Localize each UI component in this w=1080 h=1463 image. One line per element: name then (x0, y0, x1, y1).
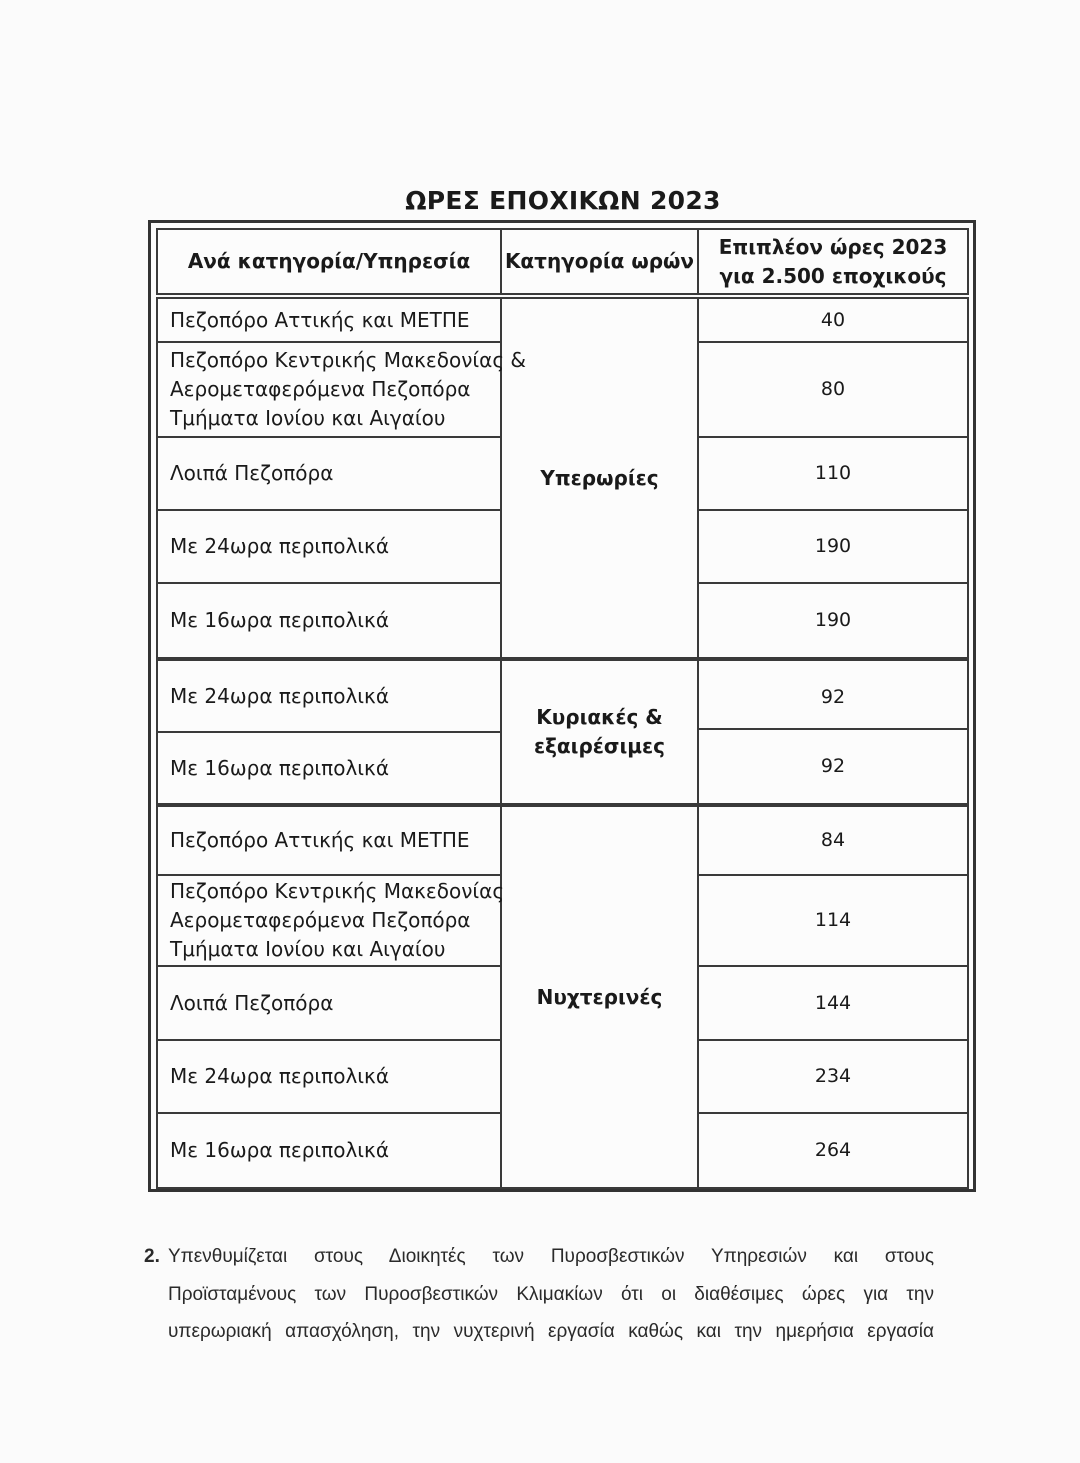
table-row-label (156, 874, 505, 967)
table-row-label (156, 965, 502, 1041)
paragraph-line: Προϊσταμένους των Πυροσβεστικών Κλιμακίων ότι οι διαθέσιμες ώρες για την (168, 1284, 934, 1305)
row-label-text: Με 16ωρα περιπολικά (170, 1138, 390, 1162)
table-row-label (156, 509, 502, 584)
header-category-service: Ανά κατηγορία/Υπηρεσία (156, 228, 502, 295)
header-hours-category: Κατηγορία ωρών (500, 228, 699, 295)
table-row-label (156, 436, 502, 511)
row-label-text: Αερομεταφερόμενα Πεζοπόρα (170, 908, 471, 932)
category-overtime: Υπερωρίες (500, 297, 699, 659)
row-label-text: Τμήματα Ιονίου και Αιγαίου (170, 937, 446, 961)
hours-table (148, 220, 976, 1192)
table-row-label (156, 297, 502, 343)
row-label-text: Πεζοπόρο Κεντρικής Μακεδονίας & (170, 348, 527, 372)
row-label-text: Με 24ωρα περιπολικά (170, 1064, 390, 1088)
row-label-text: Πεζοπόρο Αττικής και ΜΕΤΠΕ (170, 307, 470, 332)
table-row-value: 110 (697, 436, 969, 511)
page-title: ΩΡΕΣ ΕΠΟΧΙΚΩΝ 2023 (405, 186, 721, 215)
table-row-value: 92 (697, 728, 969, 805)
header-extra-hours (697, 228, 969, 295)
table-row-label (156, 731, 502, 805)
table-row-label (156, 1112, 502, 1189)
category-sundays-line1: Κυριακές & (536, 705, 663, 729)
table-row-label (156, 582, 502, 659)
paragraph-number: 2. (144, 1246, 160, 1267)
category-sundays-holidays (500, 659, 699, 805)
table-row-label (156, 341, 527, 438)
header-extra-hours-line1: Επιπλέον ώρες 2023 (718, 234, 948, 259)
table-row-value: 40 (697, 297, 969, 343)
table-row-label (156, 805, 502, 876)
paragraph-line: Υπενθυμίζεται στους Διοικητές των Πυροσβεστικών Υπηρεσιών και στους (168, 1246, 934, 1267)
table-row-value: 190 (697, 509, 969, 584)
category-night: Νυχτερινές (500, 805, 699, 1189)
row-label-text: Με 24ωρα περιπολικά (170, 534, 390, 558)
table-row-value: 144 (697, 965, 969, 1041)
category-sundays-line2: εξαιρέσιμες (533, 734, 665, 758)
row-label-text: Με 24ωρα περιπολικά (170, 683, 390, 708)
row-label-text: Με 16ωρα περιπολικά (170, 608, 390, 632)
row-label-text: Αερομεταφερόμενα Πεζοπόρα (170, 377, 471, 401)
table-row-value: 84 (697, 805, 969, 876)
table-row-value: 80 (697, 341, 969, 438)
header-extra-hours-line2: για 2.500 εποχικούς (719, 263, 947, 288)
row-label-text: Τμήματα Ιονίου και Αιγαίου (170, 406, 446, 430)
table-row-value: 264 (697, 1112, 969, 1189)
table-row-value: 234 (697, 1039, 969, 1114)
table-row-value: 114 (697, 874, 969, 967)
table-row-label (156, 659, 502, 733)
table-row-value: 92 (697, 659, 969, 730)
table-row-label (156, 1039, 502, 1114)
row-label-text: Λοιπά Πεζοπόρα (170, 990, 334, 1015)
row-label-text: Πεζοπόρο Κεντρικής Μακεδονίας (170, 879, 505, 903)
row-label-text: Με 16ωρα περιπολικά (170, 755, 390, 780)
row-label-text: Πεζοπόρο Αττικής και ΜΕΤΠΕ (170, 828, 470, 852)
table-row-value: 190 (697, 582, 969, 659)
row-label-text: Λοιπά Πεζοπόρα (170, 461, 334, 485)
paragraph-line: υπερωριακή απασχόληση, την νυχτερινή εργασία καθώς και την ημερήσια εργασία (168, 1321, 934, 1342)
